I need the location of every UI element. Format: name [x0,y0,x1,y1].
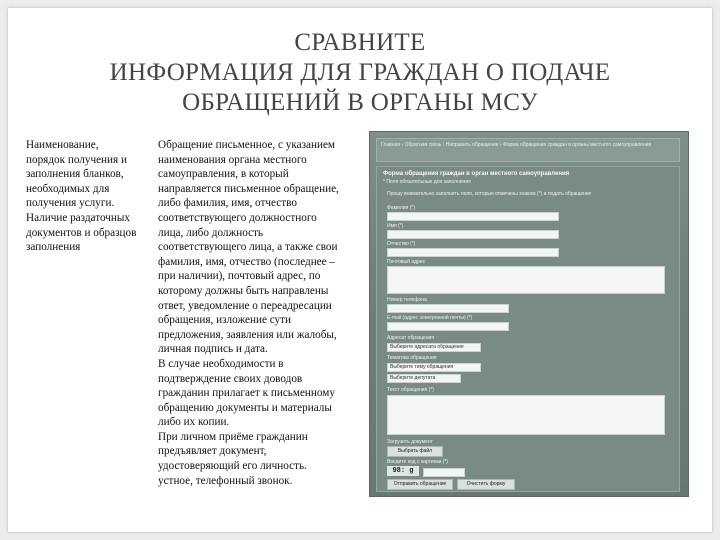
left-line: документов и образцов [26,226,137,239]
form-intro: Прошу внимательно заполнить поля, которые отмечены знаком (*) и подать обращение [387,191,592,197]
name-input[interactable] [387,230,559,239]
left-line: порядок получения и [26,153,127,166]
left-line: заполнения бланков, [26,168,124,181]
addressee-label: Адресат обращения [387,335,434,341]
mid-line: соответствующего должностного [158,211,317,224]
form-title: Форма обращения граждан в орган местного самоуправления [383,171,570,177]
surname-label: Фамилия (*) [387,205,415,211]
mid-line: предложения, заявления или жалобы, [158,328,337,341]
patronymic-input[interactable] [387,248,559,257]
mid-line: В случае необходимости в [158,357,284,370]
mid-line: которому должны быть направлены [158,284,329,297]
surname-input[interactable] [387,212,559,221]
mid-line: обращения, изложение сути [158,314,292,327]
slide-title [0,28,720,118]
deputy-select[interactable]: Выберите депутата [387,374,461,383]
captcha-image: 98: g [387,466,419,476]
left-line: необходимых для [26,182,110,195]
mid-line: лица, либо должность [158,226,264,239]
mid-line: личная подпись и дата. [158,343,268,356]
form-subtitle: * Поля обязательные для заполнения [383,179,471,185]
left-line: Наличие раздаточных [26,211,131,224]
title-line-2: ИНФОРМАЦИЯ ДЛЯ ГРАЖДАН О ПОДАЧЕ [109,59,611,86]
mid-line: направляется письменное обращение, [158,182,339,195]
left-line: получения услуги. [26,197,115,210]
left-line: Наименование, [26,139,99,151]
mid-line: при наличии), почтовый адрес, по [158,270,321,283]
patronymic-label: Отчество (*) [387,241,416,247]
phone-label: Номер телефона [387,297,427,303]
mid-line: самоуправления, в который [158,168,289,181]
title-line-3: ОБРАЩЕНИЙ В ОРГАНЫ МСУ [182,89,538,116]
mid-line: подтверждение своих доводов [158,372,303,385]
embedded-form-screenshot [369,131,689,497]
attach-label: Загрузить документ [387,439,433,445]
mid-line: фамилия, имя, отчество (последнее – [158,255,336,268]
text-label: Текст обращения (*) [387,387,434,393]
topic-select[interactable]: Выберите тему обращения [387,363,481,372]
browse-button[interactable]: Выбрать файл [387,446,443,457]
phone-input[interactable] [387,304,509,313]
email-input[interactable] [387,322,509,331]
mid-line: либо фамилия, имя, отчество [158,197,297,210]
title-line-1: СРАВНИТЕ [294,29,426,56]
captcha-input[interactable] [423,468,465,477]
mid-line: обращению документы и материалы [158,401,332,414]
middle-column-text [158,138,363,488]
mid-line: устное, телефонный звонок. [158,474,293,487]
address-textarea[interactable] [387,266,665,294]
submit-button[interactable]: Отправить обращение [387,479,453,490]
captcha-label: Введите код с картинки (*) [387,459,449,465]
mid-line: удостоверяющий его личность. [158,460,307,473]
mid-line: гражданин прилагает к письменному [158,387,335,400]
left-line: заполнения [26,241,81,254]
mid-line: При личном приёме гражданин [158,430,308,443]
mid-line: соответствующего лица, а также свои [158,241,338,254]
email-label: E-mail (адрес электронной почты) (*) [387,315,473,321]
breadcrumb: Главная › Обратная связь › Направить обращение › Форма обращения граждан в органы местного самоуправления [381,142,652,148]
topic-label: Тематика обращения [387,355,437,361]
mid-line: либо их копии. [158,416,230,429]
appeal-form [376,166,680,492]
appeal-textarea[interactable] [387,395,665,435]
mid-line: Обращение письменное, с указанием [158,139,335,151]
screenshot-header [376,138,680,162]
name-label: Имя (*) [387,223,404,229]
mid-line: ответ, уведомление о переадресации [158,299,332,312]
addressee-select[interactable]: Выберите адресата обращения [387,343,481,352]
left-column-text [26,138,158,255]
address-label: Почтовый адрес [387,259,426,265]
mid-line: предъявляет документ, [158,445,267,458]
mid-line: наименования органа местного [158,153,307,166]
clear-button[interactable]: Очистить форму [457,479,515,490]
